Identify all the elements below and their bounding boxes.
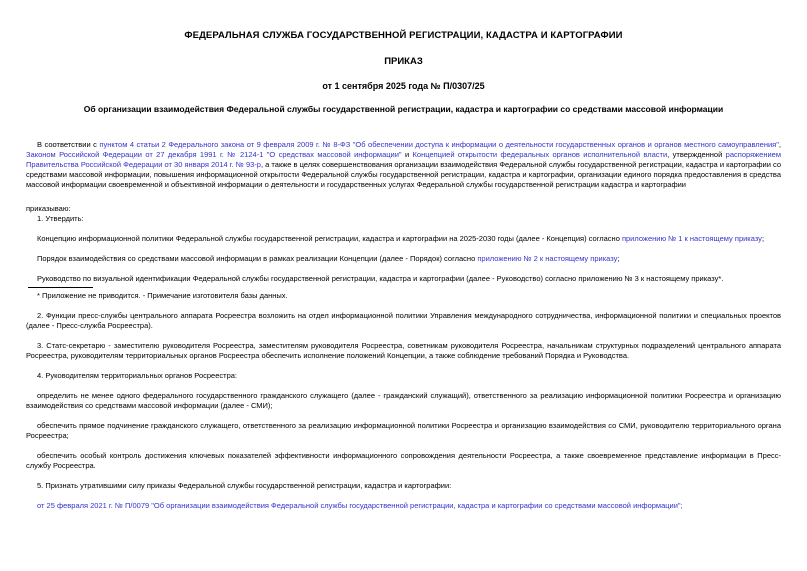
paragraph-text: обеспечить особый контроль достижения ключевых показателей эффективности информационного сопровождения деятельности Росреестра, а также своевременное представление информации в Пресс-службу Росреестра. — [26, 451, 781, 470]
law-reference-link[interactable]: приложению № 1 к настоящему приказу — [621, 234, 762, 243]
paragraph-text: Концепцию информационной политики Федеральной службы государственной регистрации, кадастра и картографии на 2025-2030 годы (далее - Концепция) согласно — [37, 234, 622, 243]
paragraph-text: обеспечить прямое подчинение гражданского служащего, ответственного за реализацию информационной политики Росреестра и организацию взаимодействия со СМИ, руководителю территориального органа Росреестра; — [26, 421, 781, 440]
paragraph — [26, 371, 781, 381]
paragraph — [26, 204, 781, 214]
paragraph-text: определить не менее одного федерального государственного гражданского служащего (далее - гражданский служащий), ответственного за реализацию информационной политики Росреестра и организацию взаимодействия со средствами массовой информации (далее - СМИ); — [26, 391, 781, 410]
paragraph — [26, 274, 781, 284]
paragraph-text: , а также в целях совершенствования организации взаимодействия Федеральной службы государственной регистрации, кадастра и картографии со средствами массовой информации, повышения информационной открытости Федеральной службы государственной регистрации, кадастра и картографии, организации единого порядка предоставления в средства массовой информации своевременной и объективной информации о деятельности и государственных услугах Федеральной службы государственной регистрации кадастра и картографии — [26, 160, 781, 189]
law-reference-link[interactable]: Концепцией открытости федеральных органов исполнительной власти — [412, 150, 668, 159]
paragraph-text: 5. Признать утратившими силу приказы Федеральной службы государственной регистрации, кадастра и картографии: — [37, 481, 452, 490]
document-header — [26, 30, 781, 91]
document-type: ПРИКАЗ — [384, 56, 423, 67]
paragraph — [26, 214, 781, 224]
law-reference-link[interactable]: приложению № 2 к настоящему приказу — [477, 254, 618, 263]
law-reference-link[interactable]: Законом Российской Федерации от 27 декабря 1991 г. № 2124-1 "О средствах массовой информации" — [26, 150, 402, 159]
document-title: Об организации взаимодействия Федеральной службы государственной регистрации, кадастра и картографии со средствами массовой информации — [83, 104, 724, 114]
paragraph-text: приказываю: — [26, 204, 71, 213]
law-reference-link[interactable]: от 25 февраля 2021 г. № П/0079 "Об организации взаимодействия Федеральной службы государственной регистрации, кадастра и картографии со средствами массовой информации"; — [37, 501, 683, 510]
paragraph-text: , утвержденной — [667, 150, 726, 159]
paragraph-text: 3. Статс-секретарю - заместителю руководителя Росреестра, заместителям руководителя Росреестра, советникам руководителя Росреестра, начальникам структурных подразделений центрального аппарата Росреестра, руководителям территориальных органов Росреестра обеспечить исполнение положений Концепции, а также соблюдение требований Порядка и Руководства. — [26, 341, 781, 360]
paragraph — [26, 421, 781, 441]
paragraph-text: В соответствии с — [37, 140, 100, 149]
paragraph-text: * Приложение не приводится. - Примечание изготовителя базы данных. — [37, 291, 288, 300]
paragraph-text: и — [401, 150, 413, 159]
paragraph — [26, 501, 781, 511]
paragraph-text: Порядок взаимодействия со средствами массовой информации в рамках реализации Концепции (далее - Порядок) согласно — [37, 254, 478, 263]
footnote-separator — [28, 287, 93, 288]
document-date-number: от 1 сентября 2025 года № П/0307/25 — [322, 81, 485, 91]
paragraph — [26, 234, 781, 244]
paragraph-text: 4. Руководителям территориальных органов Росреестра: — [37, 371, 237, 380]
agency-name: ФЕДЕРАЛЬНАЯ СЛУЖБА ГОСУДАРСТВЕННОЙ РЕГИСТРАЦИИ, КАДАСТРА И КАРТОГРАФИИ — [184, 30, 623, 41]
document-body — [26, 140, 781, 511]
paragraph — [26, 140, 781, 190]
law-reference-link[interactable]: пунктом 4 статьи 2 Федерального закона от 9 февраля 2009 г. № 8-ФЗ "Об обеспечении доступа к информации о деятельности государственных органов и органов местного самоуправления" — [99, 140, 779, 149]
paragraph — [26, 451, 781, 471]
paragraph — [26, 391, 781, 411]
paragraph — [26, 341, 781, 361]
paragraph-text: Руководство по визуальной идентификации Федеральной службы государственной регистрации, кадастра и картографии (далее - Руководство) согласно приложению № 3 к настоящему приказу*. — [37, 274, 724, 283]
paragraph-text: ; — [617, 254, 620, 263]
law-reference-link[interactable]: распоряжением Правительства Российской Федерации от 30 января 2014 г. № 93-р — [26, 150, 781, 169]
paragraph-text: 2. Функции пресс-службы центрального аппарата Росреестра возложить на отдел информационной политики Управления международного сотрудничества, информационной политики и специальных проектов (далее - Пресс-служба Росреестра). — [26, 311, 781, 330]
paragraph-text: ; — [761, 234, 765, 243]
paragraph-text: , — [778, 140, 781, 149]
paragraph — [26, 481, 781, 491]
paragraph-text: 1. Утвердить: — [37, 214, 84, 223]
paragraph — [26, 254, 781, 264]
paragraph — [26, 311, 781, 331]
paragraph — [26, 291, 781, 301]
